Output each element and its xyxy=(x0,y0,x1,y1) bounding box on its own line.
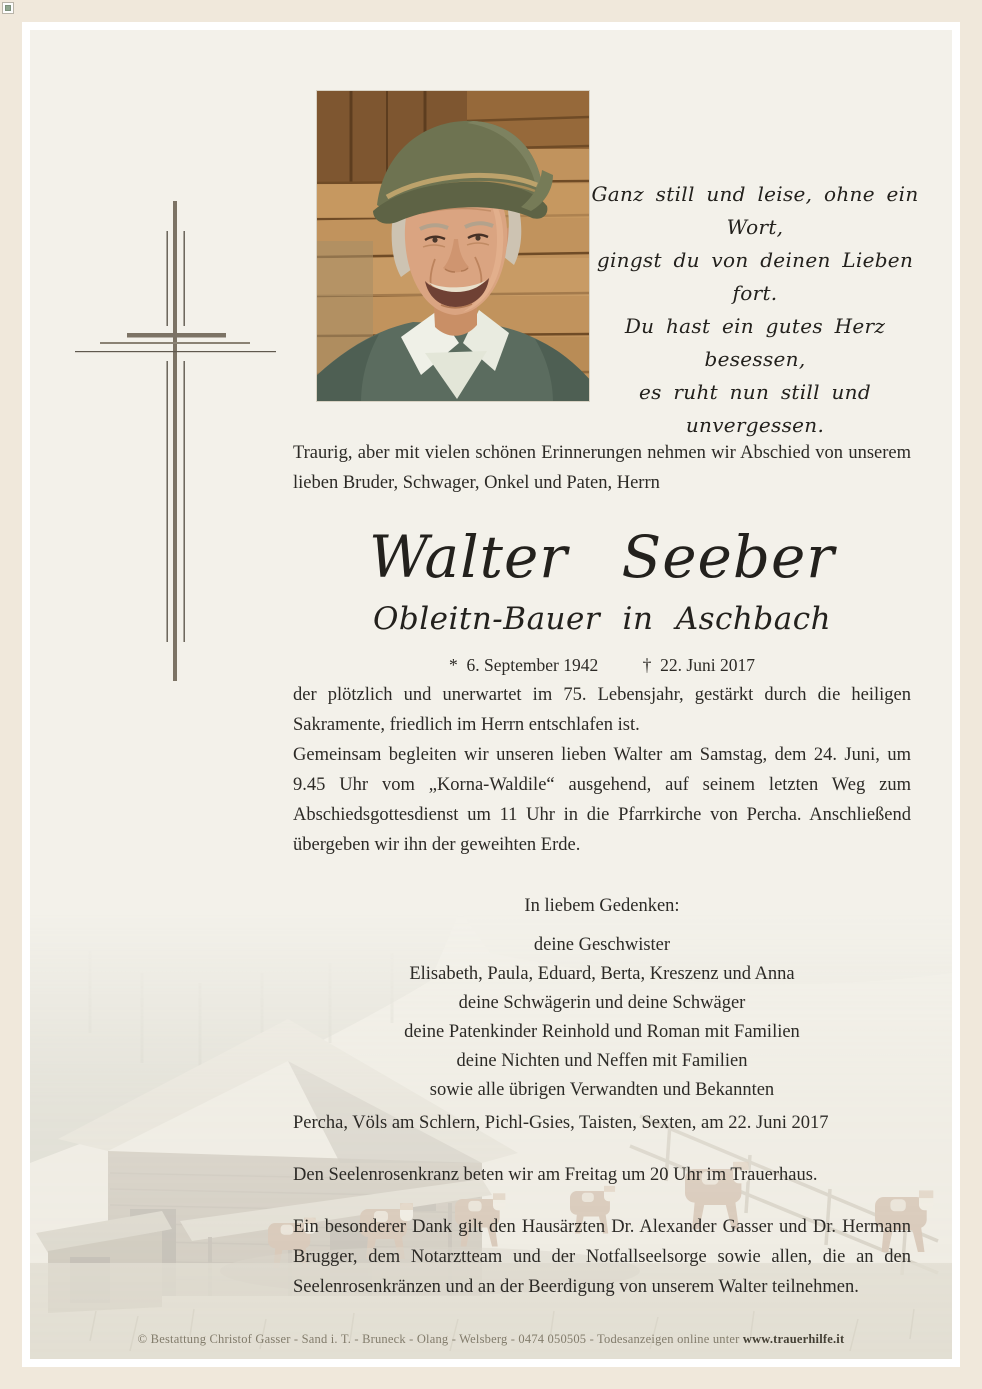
broken-image-icon xyxy=(2,2,14,14)
places-line: Percha, Völs am Schlern, Pichl-Gsies, Taisten, Sexten, am 22. Juni 2017 xyxy=(293,1113,829,1133)
death-symbol: † xyxy=(642,655,652,675)
deceased-name: Walter Seeber xyxy=(368,523,836,591)
footer-text: © Bestattung Christof Gasser - Sand i. T. - Bruneck - Olang - Welsberg - 0474 050505 - Todesanzeigen online unter xyxy=(137,1332,743,1346)
poem-line: Du hast ein gutes Herz besessen, xyxy=(624,314,886,371)
funeral-paragraph: Gemeinsam begleiten wir unseren lieben Walter am Samstag, dem 24. Juni, um 9.45 Uhr vom „Korna-Waldile“ ausgehend, auf seinem letzten Weg zum Abschiedsgottesdienst um 11 Uhr in die Pfarrkirche von Percha. Anschließend übergeben wir ihn der geweihten Erde. xyxy=(293,745,911,855)
memorial-line: Elisabeth, Paula, Eduard, Berta, Kreszenz und Anna xyxy=(409,964,795,984)
memorial-line: deine Schwägerin und deine Schwäger xyxy=(458,993,746,1013)
birth-date xyxy=(449,650,598,680)
poem-line: gingst du von deinen Lieben fort. xyxy=(596,248,914,305)
death-date-text: 22. Juni 2017 xyxy=(660,655,755,675)
memorial-card xyxy=(22,22,960,1367)
memorial-cross-icon xyxy=(65,195,295,695)
thanks-paragraph: Ein besonderer Dank gilt den Hausärzten Dr. Alexander Gasser und Dr. Hermann Brugger, dem Notarztteam und der Notfallseelsorge sowie allen, die an den Seelenrosenkränzen und an der Beerdigung von unserem Walter teilnehmen. xyxy=(293,1217,911,1297)
memorial-poem xyxy=(590,178,920,442)
portrait-illustration xyxy=(317,91,589,401)
footer-website-link[interactable]: www.trauerhilfe.it xyxy=(742,1332,845,1346)
memorial-heading: In liebem Gedenken: xyxy=(524,896,680,916)
memorial-line: deine Patenkinder Reinhold und Roman mit Familien xyxy=(404,1022,800,1042)
footer xyxy=(30,1332,952,1347)
memorial-line: sowie alle übrigen Verwandten und Bekannten xyxy=(429,1080,775,1100)
rosary-line: Den Seelenrosenkranz beten wir am Freitag um 20 Uhr im Trauerhaus. xyxy=(293,1165,818,1185)
life-dates xyxy=(293,650,911,680)
intro-text: Traurig, aber mit vielen schönen Erinnerungen nehmen wir Abschied von unserem lieben Bruder, Schwager, Onkel und Paten, Herrn xyxy=(293,443,911,493)
birth-date-text: 6. September 1942 xyxy=(466,655,599,675)
memorial-line: deine Nichten und Neffen mit Familien xyxy=(456,1051,748,1071)
death-paragraph: der plötzlich und unerwartet im 75. Lebensjahr, gestärkt durch die heiligen Sakramente, friedlich im Herrn entschlafen ist. xyxy=(293,685,911,735)
memorial-line: deine Geschwister xyxy=(533,935,671,955)
death-date xyxy=(643,650,755,680)
bottom-section xyxy=(293,1108,911,1302)
memorial-section xyxy=(293,892,911,1105)
poem-line: Ganz still und leise, ohne ein Wort, xyxy=(591,182,919,239)
deceased-title: Obleitn-Bauer in Aschbach xyxy=(372,601,832,637)
birth-symbol: * xyxy=(449,655,458,675)
poem-line: es ruht nun still und unvergessen. xyxy=(639,380,871,437)
portrait-photo xyxy=(317,91,589,401)
main-text-column xyxy=(293,438,911,860)
